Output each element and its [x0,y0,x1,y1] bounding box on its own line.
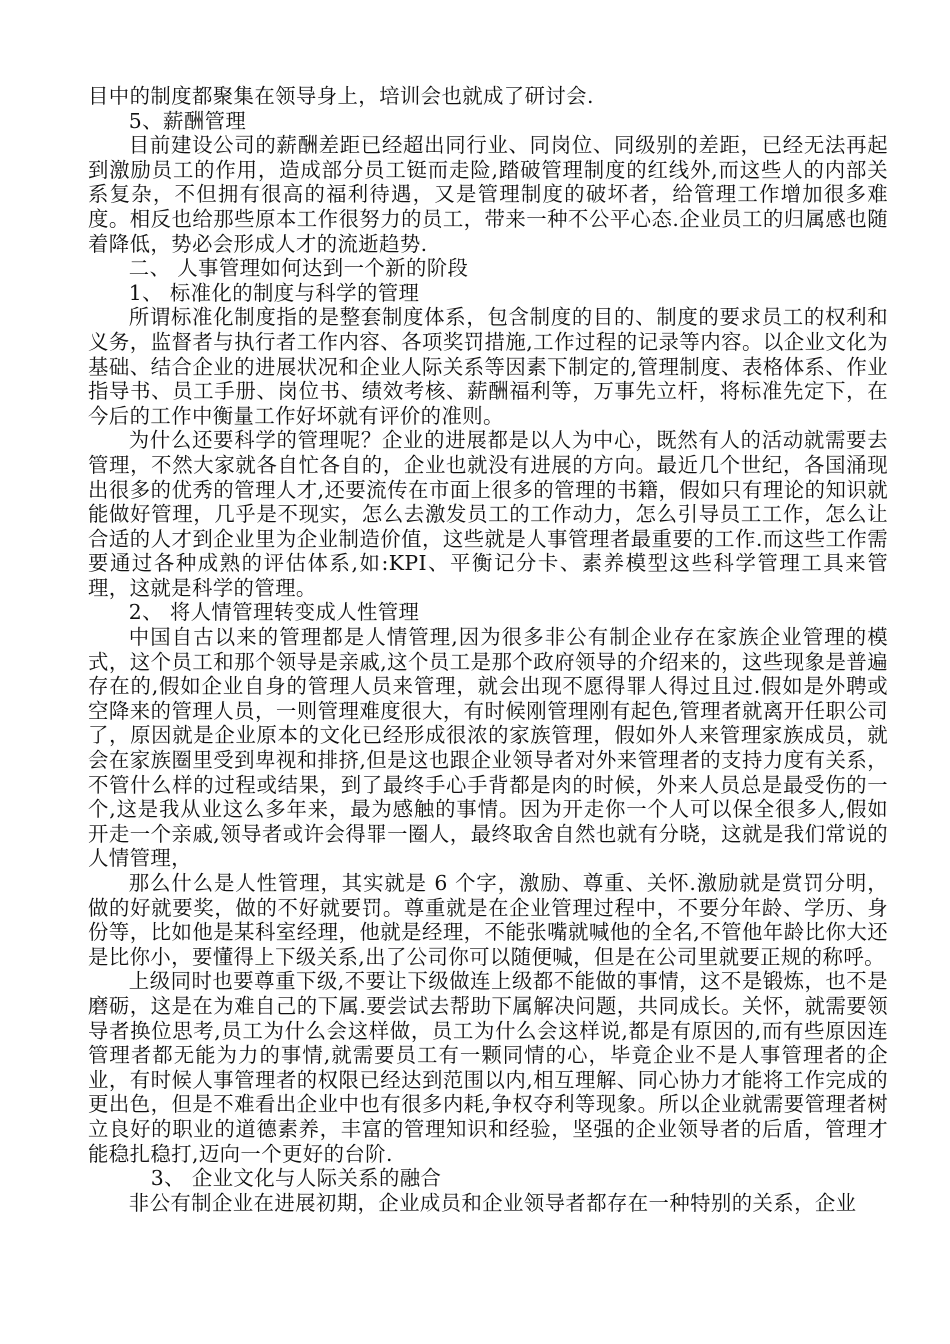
paragraph-relationship-management: 中国自古以来的管理都是人情管理,因为很多非公有制企业存在家族企业管理的模式，这个员工和那个领导是亲戚,这个员工是那个政府领导的介绍来的，这些现象是普遍存在的,假如企业自身的管理人员来管理，就会出现不愿得罪人得过且过.假如是外聘或空降来的管理人员，一则管理难度很大，有时候刚管理刚有起色,管理者就离开任职公司了，原因就是企业原本的文化已经形成很浓的家族管理，假如外人来管理家族成员，就会在家族圈里受到卑视和排挤,但是这也跟企业领导者对外来管理者的支持力度有关系，不管什么样的过程或结果，到了最终手心手背都是肉的时候，外来人员总是最受伤的一个,这是我从业这么多年来，最为感触的事情。因为开走你一个人可以保全很多人,假如开走一个亲戚,领导者或许会得罪一圈人，最终取舍自然也就有分晓，这就是我们常说的人情管理， [88,625,888,871]
paragraph-culture: 非公有制企业在进展初期，企业成员和企业领导者都存在一种特别的关系，企业 [128,1190,857,1215]
paragraph-humanized-management: 那么什么是人性管理，其实就是 6 个字，激励、尊重、关怀.激励就是赏罚分明，做的好就要奖，做的不好就要罚。尊重就是在企业管理过程中，不要分年龄、学历、身份等，比如他是某科室经理，他就是经理，不能张嘴就喊他的全名,不管他年龄比你大还是比你小，要懂得上下级关系,出了公司你可以随便喊，但是在公司里就要正规的称呼。 [88,871,888,969]
chapter-heading-two: 二、 人事管理如何达到一个新的阶段 [128,256,469,281]
section-heading-culture: 3、 企业文化与人际关系的融合 [150,1166,442,1191]
paragraph-respect-subordinates: 上级同时也要尊重下级,不要让下级做连上级都不能做的事情，这不是锻炼，也不是磨砺，这是在为难自己的下属.要尝试去帮助下属解决问题，共同成长。关怀，就需要领导者换位思考,员工为什么会这样做，员工为什么会这样说,都是有原因的,而有些原因连管理者都无能为力的事情,就需要员工有一颗同情的心，毕竟企业不是人事管理者的企业，有时候人事管理者的权限已经达到范围以内,相互理解、同心协力才能将工作完成的更出色，但是不难看出企业中也有很多内耗,争权夺利等现象。所以企业就需要管理者树立良好的职业的道德素养，丰富的管理知识和经验，坚强的企业领导者的后盾，管理才能稳扎稳打,迈向一个更好的台阶. [88,969,888,1166]
paragraph-continuation: 目中的制度都聚集在领导身上，培训会也就成了研讨会. [88,84,594,108]
section-heading-salary: 5、薪酬管理 [128,108,247,133]
paragraph-salary: 目前建设公司的薪酬差距已经超出同行业、同岗位、同级别的差距，已经无法再起到激励员工的作用，造成部分员工铤而走险,踏破管理制度的红线外,而这些人的内部关系复杂，不但拥有很高的福利待遇，又是管理制度的破坏者，给管理工作增加很多难度。相反也给那些原本工作很努力的员工，带来一种不公平心态.企业员工的归属感也随着降低，势必会形成人才的流逝趋势. [88,133,888,256]
section-heading-humanized: 2、 将人情管理转变成人性管理 [128,600,420,625]
section-heading-standardization: 1、 标准化的制度与科学的管理 [128,280,420,305]
paragraph-standardization: 所谓标准化制度指的是整套制度体系，包含制度的目的、制度的要求员工的权利和义务，监督者与执行者工作内容、各项奖罚措施,工作过程的记录等内容。以企业文化为基础、结合企业的进展状况和企业人际关系等因素下制定的,管理制度、表格体系、作业指导书、员工手册、岗位书、绩效考核、薪酬福利等，万事先立杆，将标准先定下，在今后的工作中衡量工作好坏就有评价的准则。 [88,305,888,428]
document-page [88,84,888,1215]
paragraph-scientific-management: 为什么还要科学的管理呢？企业的进展都是以人为中心，既然有人的活动就需要去管理，不然大家就各自忙各自的，企业也就没有进展的方向。最近几个世纪，各国涌现出很多的优秀的管理人才,还要流传在市面上很多的管理的书籍，假如只有理论的知识就能做好管理，几乎是不现实，怎么去激发员工的工作动力，怎么引导员工工作，怎么让合适的人才到企业里为企业制造价值，这些就是人事管理者最重要的工作.而这些工作需要通过各种成熟的评估体系,如:KPI、平衡记分卡、素养模型这些科学管理工具来管理，这就是科学的管理。 [88,428,888,600]
